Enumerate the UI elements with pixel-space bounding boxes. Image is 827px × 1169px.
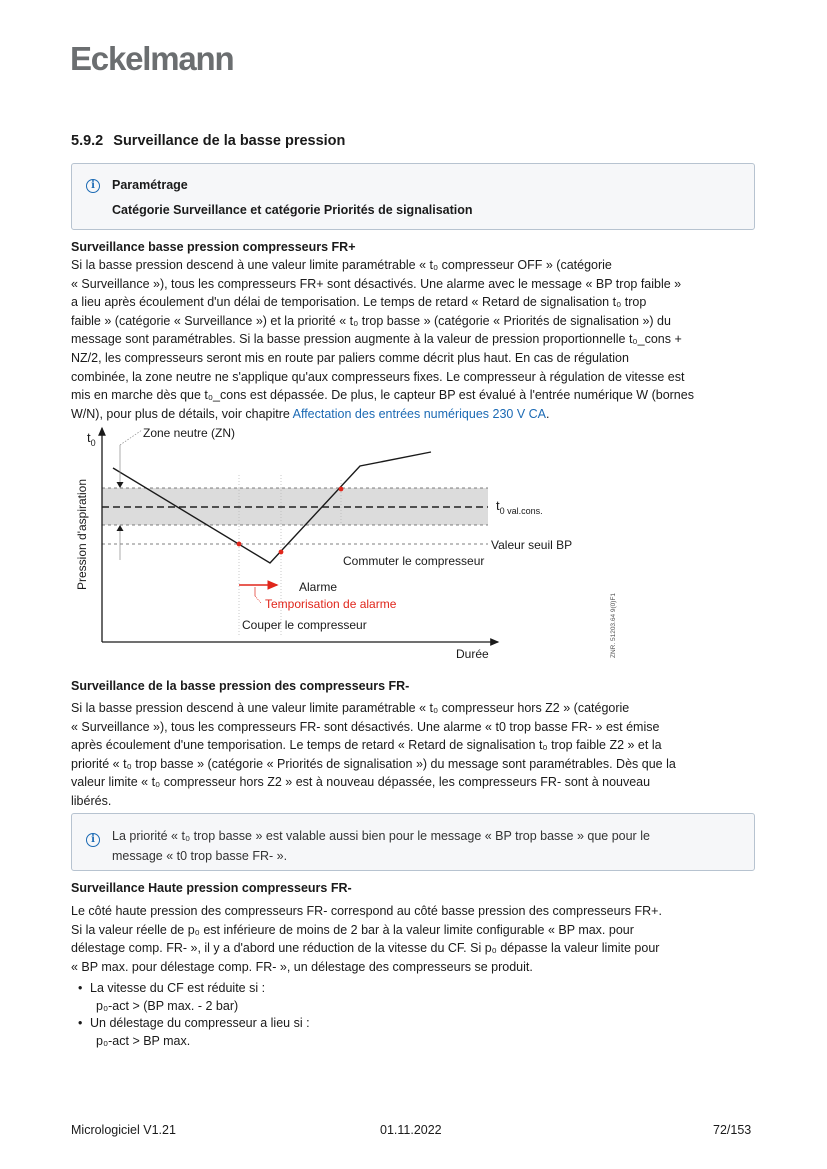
- text-line: « Surveillance »), tous les compresseurs FR+ sont désactivés. Une alarme avec le message « BP trop faible »: [71, 276, 682, 291]
- marker-dot: [279, 550, 284, 555]
- threshold-label: Valeur seuil BP: [491, 538, 573, 552]
- info-box-text: [112, 826, 732, 866]
- paragraph-fr-minus: [71, 699, 761, 811]
- text-line: Si la basse pression descend à une valeur limite paramétrable « t₀ compresseur hors Z2 » (catégorie: [71, 701, 630, 715]
- paragraph-high-pressure: [71, 902, 761, 976]
- text-line: libérés.: [71, 793, 112, 808]
- text-line: message sont paramétrables. Si la basse pression augmente à la valeur de pression proportionnelle t₀_cons +: [71, 332, 682, 347]
- list-item: • La vitesse du CF est réduite si :: [78, 980, 310, 998]
- subheading-high-pressure: Surveillance Haute pression compresseurs FR-: [71, 881, 352, 895]
- zone-arrow-down-icon: [117, 482, 124, 488]
- info-box-parametrage: [71, 163, 755, 230]
- footer-date: 01.11.2022: [380, 1123, 442, 1137]
- text-line: a lieu après écoulement d'un délai de temporisation. Le temps de retard « Retard de signalisation t₀ trop: [71, 295, 647, 310]
- chapter-link[interactable]: Affectation des entrées numériques 230 V CA: [292, 406, 547, 421]
- footer-page-number: 72/153: [713, 1123, 752, 1137]
- text-line: priorité « t₀ trop basse » (catégorie « Priorités de signalisation ») du message sont paramétrables. Dès que la: [71, 756, 676, 771]
- y-axis-symbol: $t_0$: [87, 430, 96, 448]
- alarm-label: Alarme: [299, 580, 338, 594]
- info-circle-icon: i: [86, 179, 100, 193]
- eckelmann-logo: Eckelmann: [70, 40, 234, 77]
- marker-dot: [339, 487, 344, 492]
- cutoff-label: Couper le compresseur: [242, 618, 367, 632]
- x-axis-label: Durée: [456, 647, 489, 661]
- info-circle-icon: i: [86, 833, 100, 847]
- setpoint-label: $t_{0 val.cons.}$: [496, 498, 543, 516]
- y-axis-label: Pression d'aspiration: [75, 478, 89, 590]
- text-line: mis en marche dès que t₀_cons est dépassée. De plus, le capteur BP est évalué à l'entrée numérique W (bornes: [71, 388, 694, 403]
- text-line: après écoulement d'une temporisation. Le temps de retard « Retard de signalisation t₀ trop faible Z2 » et la: [71, 738, 662, 753]
- info-box-priority-note: [71, 813, 755, 871]
- footer-version: Micrologiciel V1.21: [71, 1123, 176, 1137]
- text-line: « Surveillance »), tous les compresseurs FR- sont désactivés. Une alarme « t0 trop basse FR- » est émise: [71, 719, 660, 734]
- condition-list: [78, 980, 310, 1050]
- list-item-condition: p₀-act > (BP max. - 2 bar): [96, 998, 239, 1013]
- marker-dot: [237, 542, 242, 547]
- figure-id: ZNR. 51203.64 9(0)F1: [610, 592, 617, 658]
- switch-label: Commuter le compresseur: [343, 554, 485, 568]
- subheading-fr-plus: Surveillance basse pression compresseurs FR+: [71, 240, 356, 254]
- info-box-title: Paramétrage: [112, 178, 188, 192]
- text-suffix: .: [546, 406, 550, 421]
- zone-arrow-up-icon: [117, 525, 124, 531]
- text-line: Si la valeur réelle de p₀ est inférieure de moins de 2 bar à la valeur limite configurable « BP max. pour: [71, 922, 634, 937]
- text-line: message « t0 trop basse FR- ».: [112, 849, 288, 863]
- text-line: valeur limite « t₀ compresseur hors Z2 » est à nouveau dépassée, les compresseurs FR- sont à nouveau: [71, 775, 651, 790]
- section-number: 5.9.2: [71, 133, 104, 149]
- paragraph-fr-plus: [71, 256, 761, 423]
- text-line: Le côté haute pression des compresseurs FR- correspond au côté basse pression des compresseurs FR+.: [71, 904, 662, 918]
- delay-label: Temporisation de alarme: [265, 597, 397, 611]
- list-item: • Un délestage du compresseur a lieu si :: [78, 1015, 310, 1033]
- pressure-diagram: [70, 420, 640, 670]
- zone-leader: [120, 430, 142, 445]
- text-line: « BP max. pour délestage comp. FR- », un délestage des compresseurs se produit.: [71, 959, 533, 974]
- subheading-fr-minus: Surveillance de la basse pression des compresseurs FR-: [71, 679, 410, 693]
- info-box-text: Catégorie Surveillance et catégorie Priorités de signalisation: [112, 203, 473, 217]
- text-line: La priorité « t₀ trop basse » est valable aussi bien pour le message « BP trop basse » que pour le: [112, 829, 650, 843]
- text-line: NZ/2, les compresseurs seront mis en route par paliers comme décrit plus haut. En cas de régulation: [71, 350, 629, 365]
- delay-leader: [255, 596, 261, 603]
- text-line: combinée, la zone neutre ne s'applique qu'aux compresseurs fixes. Le compresseur à régulation de vitesse est: [71, 369, 685, 384]
- text-line: Si la basse pression descend à une valeur limite paramétrable « t₀ compresseur OFF » (catégorie: [71, 258, 612, 272]
- section-heading: [71, 133, 345, 149]
- zone-label: Zone neutre (ZN): [143, 426, 236, 440]
- text-line: délestage comp. FR- », il y a d'abord une réduction de la vitesse du CF. Si p₀ dépasse la valeur limite pour: [71, 941, 660, 956]
- text-line: faible » (catégorie « Surveillance ») et la priorité « t₀ trop basse » (catégorie « Priorités de signalisation ») du: [71, 313, 671, 328]
- list-item-condition: p₀-act > BP max.: [96, 1033, 191, 1048]
- text-line-prefix: W/N), pour plus de détails, voir chapitre: [71, 406, 293, 421]
- section-title: Surveillance de la basse pression: [113, 133, 346, 149]
